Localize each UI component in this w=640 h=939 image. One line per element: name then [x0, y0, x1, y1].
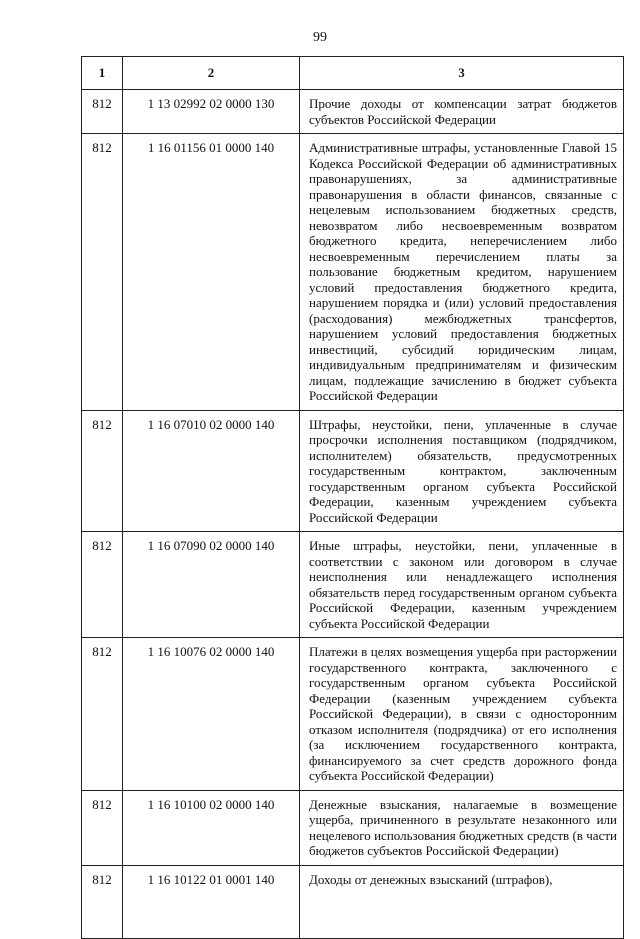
- header-col-3: 3: [300, 57, 624, 90]
- table-row: [82, 865, 624, 938]
- description-cell: Платежи в целях возмещения ущерба при расторжении государственного контракта, заключенного с государственным органом субъекта Российской Федерации (казенным учреждением субъекта Российской Федерации), в связи с односторонним отказом исполнителя (подрядчика) от его исполнения (за исключением государственного контракта, финансируемого за счет средств дорожного фонда субъекта Российской Федерации): [300, 638, 624, 791]
- revenue-codes-table: [81, 56, 624, 939]
- admin-code-cell: 812: [82, 134, 123, 411]
- admin-code-cell: 812: [82, 532, 123, 638]
- budget-code-cell: 1 16 01156 01 0000 140: [123, 134, 300, 411]
- table-row: [82, 638, 624, 791]
- admin-code-cell: 812: [82, 90, 123, 134]
- budget-code-cell: 1 16 07090 02 0000 140: [123, 532, 300, 638]
- description-cell: Штрафы, неустойки, пени, уплаченные в случае просрочки исполнения поставщиком (подрядчиком, исполнителем) обязательств, предусмотренных государственным контрактом, заключенным государственным органом субъекта Российской Федерации, казенным учреждением субъекта Российской Федерации: [300, 410, 624, 532]
- budget-code-cell: 1 13 02992 02 0000 130: [123, 90, 300, 134]
- admin-code-cell: 812: [82, 638, 123, 791]
- budget-code-cell: 1 16 10076 02 0000 140: [123, 638, 300, 791]
- description-cell: Административные штрафы, установленные Главой 15 Кодекса Российской Федерации об административных правонарушениях, за административные правонарушения в области финансов, связанные с нецелевым использованием бюджетных средств, невозвратом либо несвоевременным возвратом бюджетного кредита, неперечислением либо несвоевременным перечислением платы за пользование бюджетным кредитом, нарушением условий предоставления бюджетного кредита, нарушением порядка и (или) условий предоставления (расходования) межбюджетных трансфертов, нарушением условий предоставления бюджетных инвестиций, субсидий юридическим лицам, индивидуальным предпринимателям и физическим лицам, подлежащие зачислению в бюджет субъекта Российской Федерации: [300, 134, 624, 411]
- table-row: [82, 134, 624, 411]
- admin-code-cell: 812: [82, 410, 123, 532]
- budget-code-cell: 1 16 10100 02 0000 140: [123, 790, 300, 865]
- description-cell: Доходы от денежных взысканий (штрафов),: [300, 865, 624, 938]
- admin-code-cell: 812: [82, 865, 123, 938]
- page-number: 99: [313, 30, 327, 45]
- table-row: [82, 532, 624, 638]
- budget-code-cell: 1 16 07010 02 0000 140: [123, 410, 300, 532]
- description-cell: Иные штрафы, неустойки, пени, уплаченные в соответствии с законом или договором в случае неисполнения или ненадлежащего исполнения обязательств перед государственным органом субъекта Российской Федерации, казенным учреждением субъекта Российской Федерации: [300, 532, 624, 638]
- description-cell: Прочие доходы от компенсации затрат бюджетов субъектов Российской Федерации: [300, 90, 624, 134]
- admin-code-cell: 812: [82, 790, 123, 865]
- table-row: [82, 90, 624, 134]
- header-col-2: 2: [123, 57, 300, 90]
- budget-code-cell: 1 16 10122 01 0001 140: [123, 865, 300, 938]
- table-header-row: [82, 57, 624, 90]
- header-col-1: 1: [82, 57, 123, 90]
- table-row: [82, 410, 624, 532]
- table-row: [82, 790, 624, 865]
- description-cell: Денежные взыскания, налагаемые в возмещение ущерба, причиненного в результате незаконного или нецелевого использования бюджетных средств (в части бюджетов субъектов Российской Федерации): [300, 790, 624, 865]
